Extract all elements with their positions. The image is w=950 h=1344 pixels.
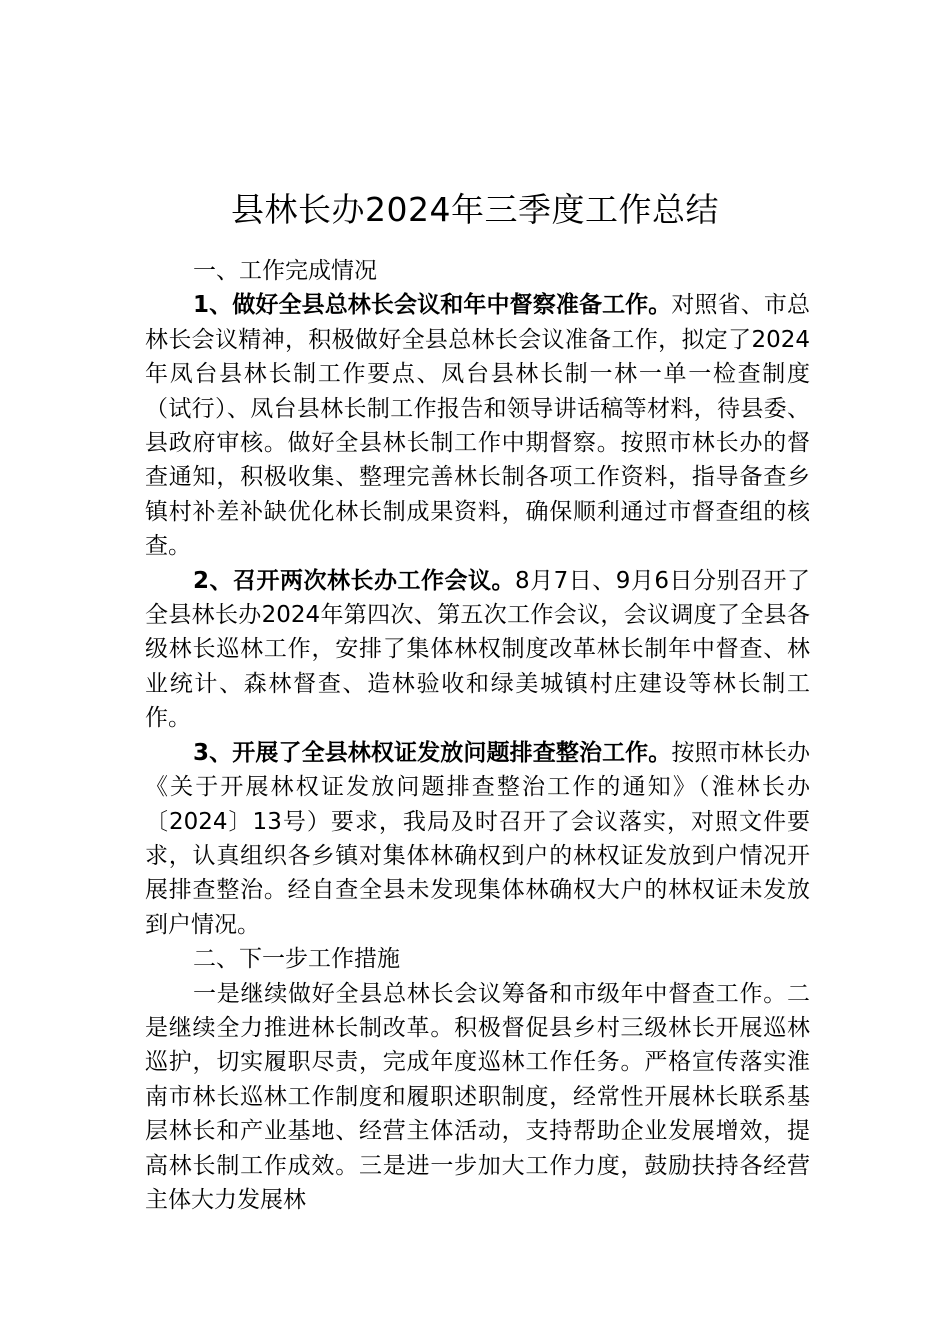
section2-heading: 二、下一步工作措施: [193, 946, 400, 973]
section2-paragraph: 一是继续做好全县总林长会议筹备和市级年中督查工作。二是继续全力推进林长制改革。积极督促县乡村三级林长开展巡林巡护，切实履职尽责，完成年度巡林工作任务。严格宣传落实淮南市林长巡林工作制度和履职述职制度，经常性开展林长联系基层林长和产业基地、经营主体活动，支持帮助企业发展增效，提高林长制工作成效。三是进一步加大工作力度，鼓励扶持各经营主体大力发展林: [145, 980, 810, 1213]
item2-body: 8月7日、9月6日分别召开了全县林长办2024年第四次、第五次工作会议，会议调度了全县各级林长巡林工作，安排了集体林权制度改革林长制年中督查、林业统计、森林督查、造林验收和绿美城镇村庄建设等林长制工作。: [145, 567, 810, 732]
section1-heading: 一、工作完成情况: [193, 258, 377, 284]
item2-paragraph: [145, 564, 810, 736]
document-body: [145, 254, 810, 1217]
item3-paragraph: [145, 736, 810, 942]
item1-lead: 1、做好全县总林长会议和年中督察准备工作。: [193, 292, 672, 319]
item1-body: 对照省、市总林长会议精神，积极做好全县总林长会议准备工作，拟定了2024年凤台县林长制工作要点、凤台县林长制一林一单一检查制度（试行）、凤台县林长制工作报告和领导讲话稿等材料，待县委、县政府审核。做好全县林长制工作中期督察。按照市林长办的督查通知，积极收集、整理完善林长制各项工作资料，指导备查乡镇村补差补缺优化林长制成果资料，确保顺利通过市督查组的核查。: [145, 292, 810, 560]
item3-body: 按照市林长办《关于开展林权证发放问题排查整治工作的通知》（淮林长办〔2024〕13号）要求，我局及时召开了会议落实，对照文件要求，认真组织各乡镇对集体林确权到户的林权证发放到户情况开展排查整治。经自查全县未发现集体林确权大户的林权证未发放到户情况。: [145, 739, 810, 938]
item2-lead: 2、召开两次林长办工作会议。: [193, 567, 515, 594]
document-title: 县林长办2024年三季度工作总结: [231, 190, 719, 230]
item1-paragraph: [145, 288, 810, 563]
item3-lead: 3、开展了全县林权证发放问题排查整治工作。: [193, 739, 672, 766]
